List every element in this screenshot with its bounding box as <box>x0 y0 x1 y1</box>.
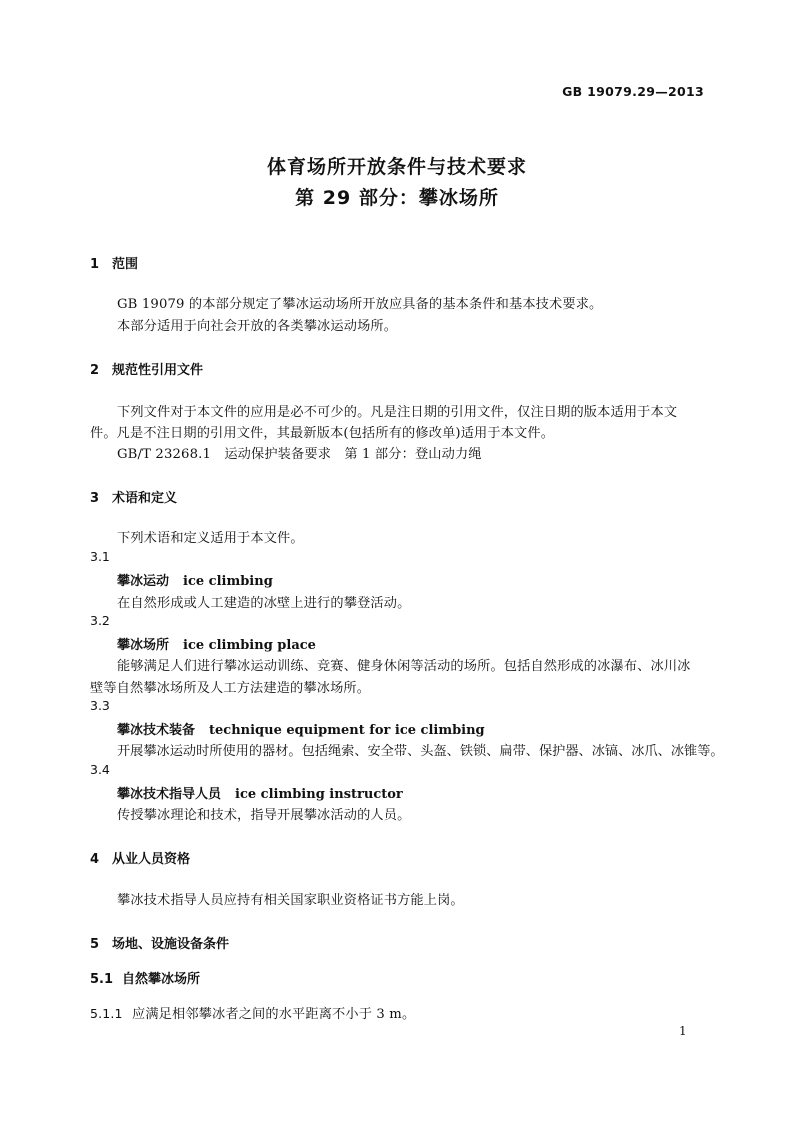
clause-number: 5.1.1 <box>90 1006 123 1021</box>
term-zh: 攀冰运动 <box>117 574 170 589</box>
document-title: 体育场所开放条件与技术要求 <box>266 156 527 178</box>
term-en: technique equipment for ice climbing <box>209 723 485 738</box>
term-definition: 传授攀冰理论和技术，指导开展攀冰活动的人员。 <box>117 808 411 823</box>
term-definition: 开展攀冰运动时所使用的器材。包括绳索、安全带、头盔、铁锁、扁带、保护器、冰镐、冰爪、冰锥等。 <box>117 744 724 759</box>
paragraph-continuation: 件。凡是不注日期的引用文件，其最新版本(包括所有的修改单)适用于本文件。 <box>90 426 555 441</box>
term-en: ice climbing place <box>183 638 316 653</box>
section-title: 规范性引用文件 <box>112 363 204 378</box>
subsection-title: 自然攀冰场所 <box>122 972 201 987</box>
section-number: 2 <box>90 363 100 378</box>
document-subtitle: 第 29 部分：攀冰场所 <box>295 187 499 209</box>
paragraph: 本部分适用于向社会开放的各类攀冰运动场所。 <box>117 319 398 334</box>
term-definition: 在自然形成或人工建造的冰壁上进行的攀登活动。 <box>117 596 411 611</box>
term-zh: 攀冰技术指导人员 <box>117 787 222 802</box>
section-3-heading <box>90 487 177 506</box>
term-en: ice climbing <box>183 574 273 589</box>
term-en: ice climbing instructor <box>235 787 403 802</box>
section-number: 4 <box>90 852 100 867</box>
term-definition-continuation: 壁等自然攀冰场所及人工方法建造的攀冰场所。 <box>90 681 371 696</box>
clause-text: 应满足相邻攀冰者之间的水平距离不小于 3 m。 <box>132 1007 416 1022</box>
paragraph: 下列文件对于本文件的应用是必不可少的。凡是注日期的引用文件，仅注日期的版本适用于本文 <box>117 405 678 420</box>
normative-reference: GB/T 23268.1 运动保护装备要求 第 1 部分：登山动力绳 <box>117 447 482 462</box>
section-title: 场地、设施设备条件 <box>112 937 230 952</box>
section-1-heading <box>90 253 138 272</box>
term-zh: 攀冰场所 <box>117 638 170 653</box>
section-title: 范围 <box>112 257 139 272</box>
section-title: 从业人员资格 <box>112 852 191 867</box>
term-number: 3.4 <box>90 762 110 777</box>
term-definition: 能够满足人们进行攀冰运动训练、竞赛、健身休闲等活动的场所。包括自然形成的冰瀑布、冰川冰 <box>117 659 691 674</box>
term-entry <box>117 719 485 738</box>
paragraph: GB 19079 的本部分规定了攀冰运动场所开放应具备的基本条件和基本技术要求。 <box>117 297 603 312</box>
subsection-number: 5.1 <box>90 972 114 987</box>
section-2-heading <box>90 359 203 378</box>
section-5-heading <box>90 933 229 952</box>
term-number: 3.2 <box>90 613 110 628</box>
section-number: 3 <box>90 491 100 506</box>
term-zh: 攀冰技术装备 <box>117 723 196 738</box>
section-number: 1 <box>90 257 100 272</box>
section-4-heading <box>90 848 190 867</box>
term-entry <box>117 634 316 653</box>
term-entry <box>117 570 273 589</box>
section-number: 5 <box>90 937 100 952</box>
paragraph: 下列术语和定义适用于本文件。 <box>117 531 304 546</box>
section-title: 术语和定义 <box>112 491 178 506</box>
term-number: 3.3 <box>90 698 110 713</box>
standard-code: GB 19079.29—2013 <box>562 84 704 99</box>
paragraph: 攀冰技术指导人员应持有相关国家职业资格证书方能上岗。 <box>117 893 464 908</box>
clause-5-1-1 <box>90 1003 415 1022</box>
subsection-5-1-heading <box>90 968 200 987</box>
page-number: 1 <box>679 1024 687 1038</box>
term-number: 3.1 <box>90 549 110 564</box>
term-entry <box>117 783 403 802</box>
